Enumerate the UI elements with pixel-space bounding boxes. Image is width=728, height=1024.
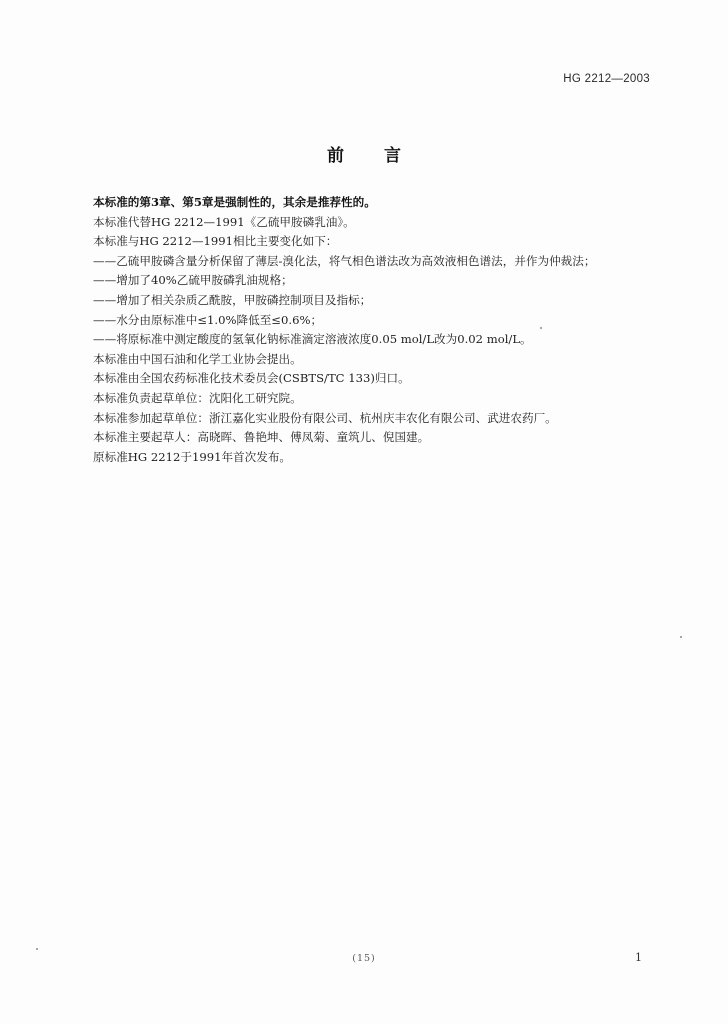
proposer-line: 本标准由中国石油和化学工业协会提出。 <box>93 351 302 366</box>
page-number-center: (15) <box>352 953 376 964</box>
change-item-acidity: ——将原标准中测定酸度的氢氧化钠标准滴定溶液浓度0.05 mol/L改为0.02 mol/L。 <box>93 332 532 347</box>
scan-speck <box>36 948 38 950</box>
committee-line: 本标准由全国农药标准化技术委员会(CSBTS/TC 133)归口。 <box>93 371 410 386</box>
standard-code: HG 2212—2003 <box>563 73 650 85</box>
page-title: 前言 <box>327 146 441 166</box>
scan-speck <box>540 327 542 329</box>
original-issue-line: 原标准HG 2212于1991年首次发布。 <box>93 449 292 464</box>
page-number-right: 1 <box>635 951 642 964</box>
change-item-analysis: ——乙硫甲胺磷含量分析保留了薄层-溴化法，将气相色谱法改为高效液相色谱法，并作为仲裁法； <box>93 253 596 268</box>
drafters-line: 本标准主要起草人：高晓晖、鲁艳坤、傅凤菊、童筑儿、倪国建。 <box>93 430 430 445</box>
foreword-body <box>93 193 673 467</box>
mandatory-clause-line: 本标准的第3章、第5章是强制性的，其余是推荐性的。 <box>93 195 376 209</box>
change-item-moisture: ——水分由原标准中≤1.0%降低至≤0.6%； <box>93 312 323 327</box>
change-item-spec: ——增加了40%乙硫甲胺磷乳油规格； <box>93 273 293 288</box>
participating-units-line: 本标准参加起草单位：浙江嘉化实业股份有限公司、杭州庆丰农化有限公司、武进农药厂。 <box>93 410 557 425</box>
drafting-unit-line: 本标准负责起草单位：沈阳化工研究院。 <box>93 390 302 405</box>
scan-speck <box>680 636 682 638</box>
change-item-impurity: ——增加了相关杂质乙酰胺，甲胺磷控制项目及指标； <box>93 292 372 307</box>
changes-intro-line: 本标准与HG 2212—1991相比主要变化如下： <box>93 234 338 249</box>
replaces-standard-line: 本标准代替HG 2212—1991《乙硫甲胺磷乳油》。 <box>93 214 355 229</box>
